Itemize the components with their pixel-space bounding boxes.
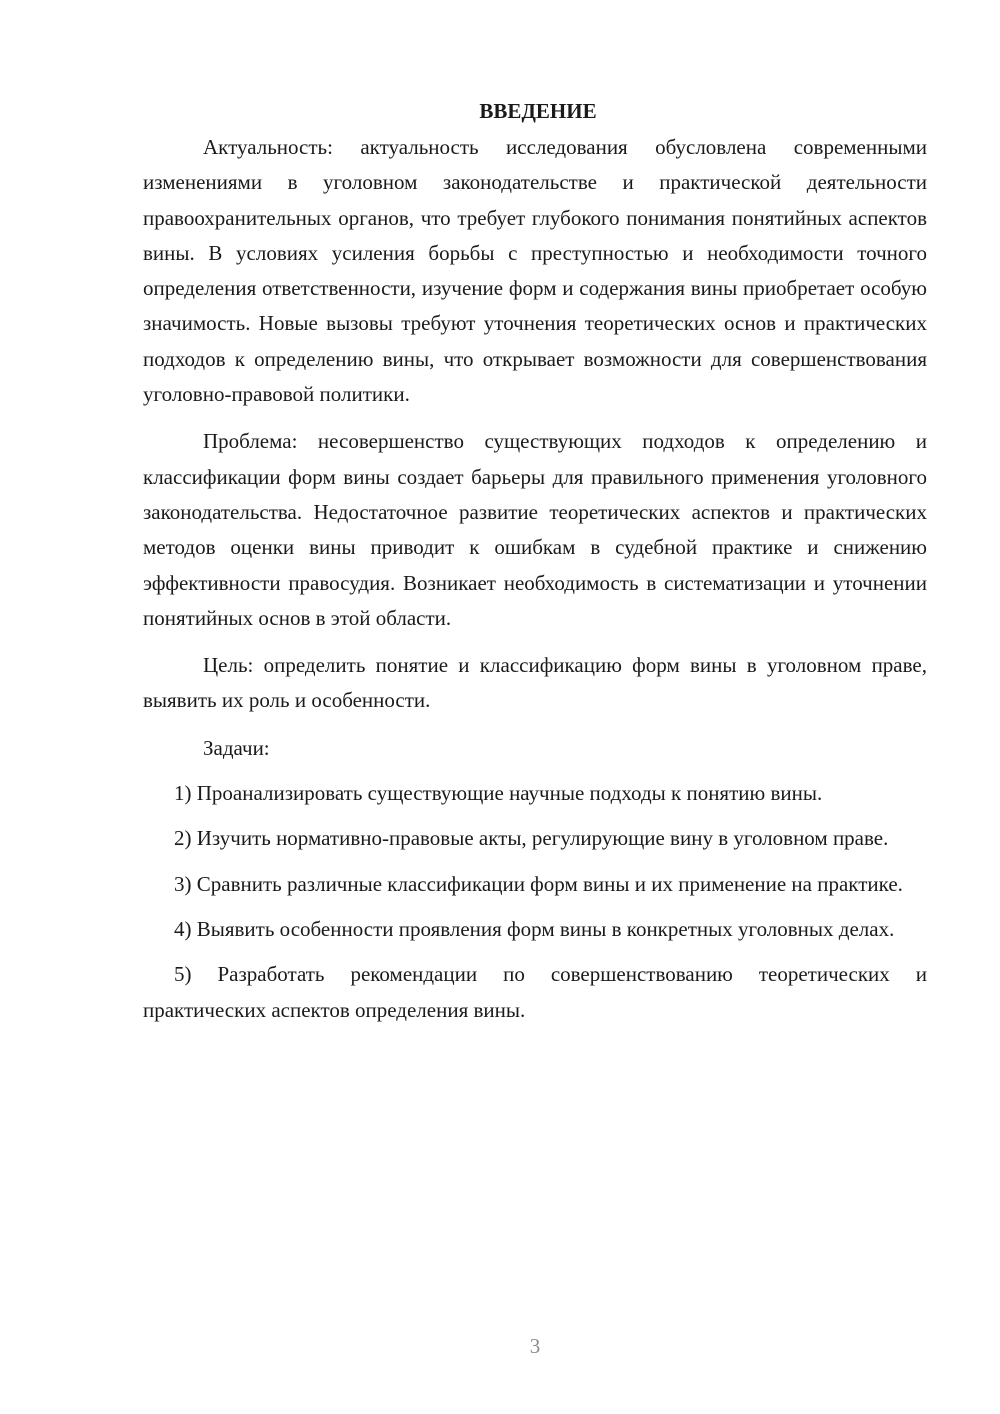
task-item-2: 2) Изучить нормативно-правовые акты, регулирующие вину в уголовном праве. xyxy=(174,826,889,851)
task-item-4: 4) Выявить особенности проявления форм вины в конкретных уголовных делах. xyxy=(174,916,895,941)
page-content xyxy=(143,96,927,1038)
task-item-1: 1) Проанализировать существующие научные подходы к понятию вины. xyxy=(174,781,823,806)
section-title: ВВЕДЕНИЕ xyxy=(479,99,597,123)
tasks-label: Задачи: xyxy=(203,735,270,760)
paragraph-goal: Цель: определить понятие и классификацию форм вины в уголовном праве, выявить их роль и особенности. xyxy=(143,653,927,713)
paragraph-relevance: Актуальность: актуальность исследования обусловлена современными изменениями в уголовном законодательстве и практической деятельности правоохранительных органов, что требует глубокого понимания понятийных аспектов вины. В условиях усиления борьбы с преступностью и необходимости точного определения ответственности, изучение форм и содержания вины приобретает особую значимость. Новые вызовы требуют уточнения теоретических основ и практических подходов к определению вины, что открывает возможности для совершенствования уголовно-правовой политики. xyxy=(143,135,927,407)
page-number: 3 xyxy=(529,1334,541,1358)
task-item-3: 3) Сравнить различные классификации форм вины и их применение на практике. xyxy=(174,871,903,896)
paragraph-problem: Проблема: несовершенство существующих подходов к определению и классификации форм вины создает барьеры для правильного применения уголовного законодательства. Недостаточное развитие теоретических аспектов и практических методов оценки вины приводит к ошибкам в судебной практике и снижению эффективности правосудия. Возникает необходимость в систематизации и уточнении понятийных основ в этой области. xyxy=(143,429,927,630)
task-item-5: 5) Разработать рекомендации по совершенствованию теоретических и практических аспектов определения вины. xyxy=(143,962,927,1022)
